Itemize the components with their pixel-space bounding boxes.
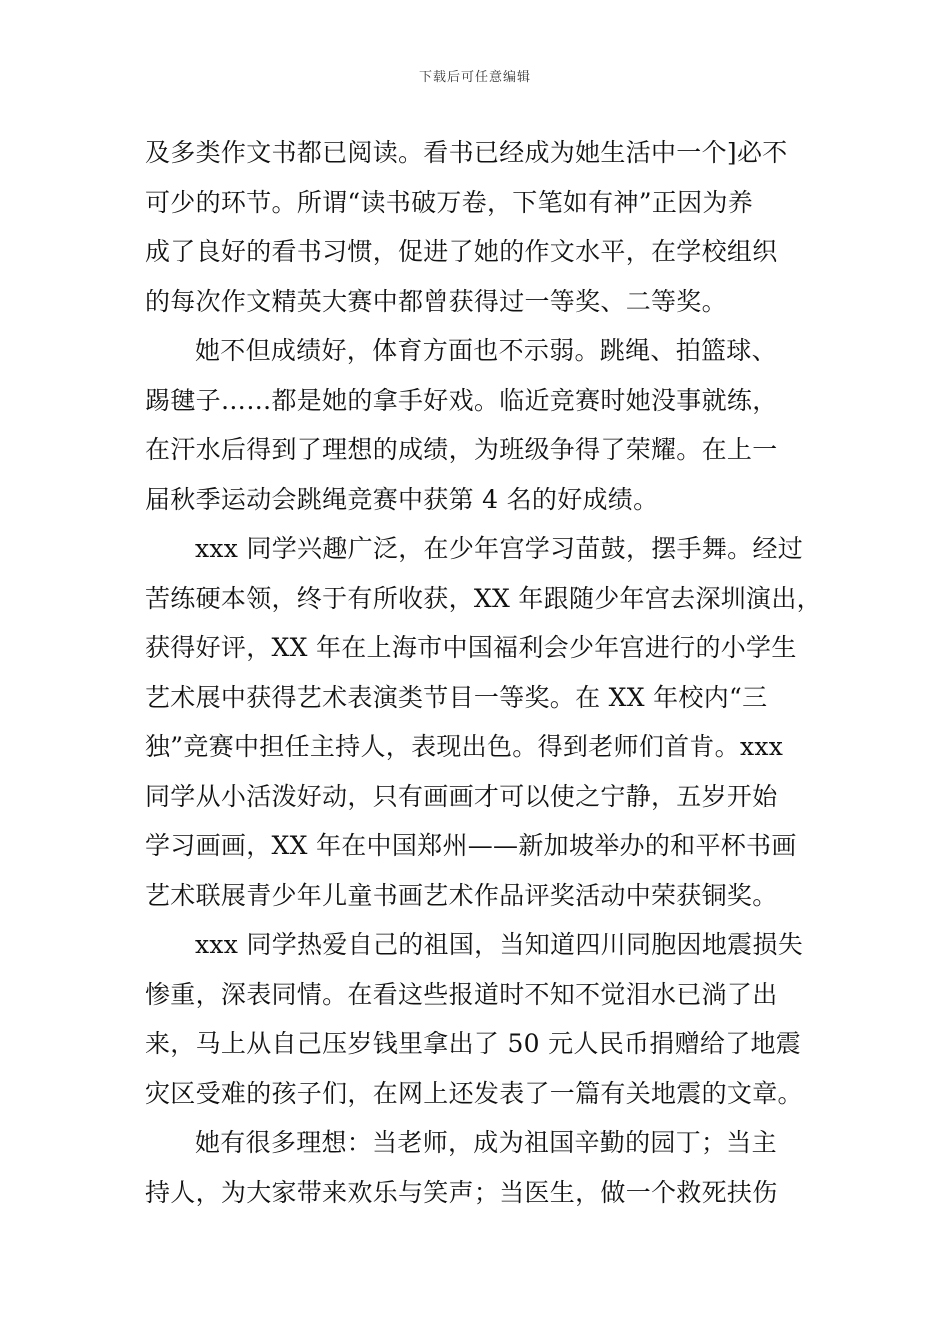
text-line: 获得好评，XX 年在上海市中国福利会少年宫进行的小学生 [145,633,797,662]
text-line: 学习画画，XX 年在中国郑州——新加坡举办的和平杯书画 [145,831,797,860]
text-line: 届秋季运动会跳绳竞赛中获第 4 名的好成绩。 [145,484,659,514]
text-line: 灾区受难的孩子们，在网上还发表了一篇有关地震的文章。 [145,1078,803,1108]
text-line: 她不但成绩好，体育方面也不示弱。跳绳、拍篮球、 [195,336,777,365]
text-line: 同学从小活泼好动，只有画画才可以使之宁静，五岁开始 [145,781,778,811]
text-line: 她有很多理想：当老师，成为祖国辛勤的园丁；当主 [195,1128,777,1157]
text-line: 来，马上从自己压岁钱里拿出了 50 元人民币捐赠给了地震 [145,1029,802,1058]
text-line: 在汗水后得到了理想的成绩，为班级争得了荣耀。在上一 [145,435,778,464]
text-line: 可少的环节。所谓“读书破万卷，下笔如有神”正因为养 [145,187,754,217]
text-line: 踢毽子……都是她的拿手好戏。临近竞赛时她没事就练， [145,385,778,415]
text-line: 艺术展中获得艺术表演类节目一等奖。在 XX 年校内“三 [145,682,768,712]
text-line: 惨重，深表同情。在看这些报道时不知不觉泪水已淌了出 [145,979,778,1009]
text-line: 持人，为大家带来欢乐与笑声；当医生，做一个救死扶伤 [145,1177,778,1207]
document-body [145,128,822,1217]
text-line: 苦练硬本领，终于有所收获，XX 年跟随少年宫去深圳演出， [145,583,822,613]
text-line: 独”竞赛中担任主持人，表现出色。得到老师们首肯。xxx [145,732,784,761]
text-line: xxx 同学兴趣广泛，在少年宫学习苗鼓，摆手舞。经过 [195,534,804,563]
page-header: 下载后可任意编辑 [418,70,531,85]
text-line: 成了良好的看书习惯，促进了她的作文水平，在学校组织 [145,237,778,266]
text-line: 的每次作文精英大赛中都曾获得过一等奖、二等奖。 [145,286,727,316]
text-line: xxx 同学热爱自己的祖国，当知道四川同胞因地震损失 [195,930,804,959]
text-line: 艺术联展青少年儿童书画艺术作品评奖活动中荣获铜奖。 [145,880,778,910]
text-line: 及多类作文书都已阅读。看书已经成为她生活中一个]必不 [145,138,788,167]
